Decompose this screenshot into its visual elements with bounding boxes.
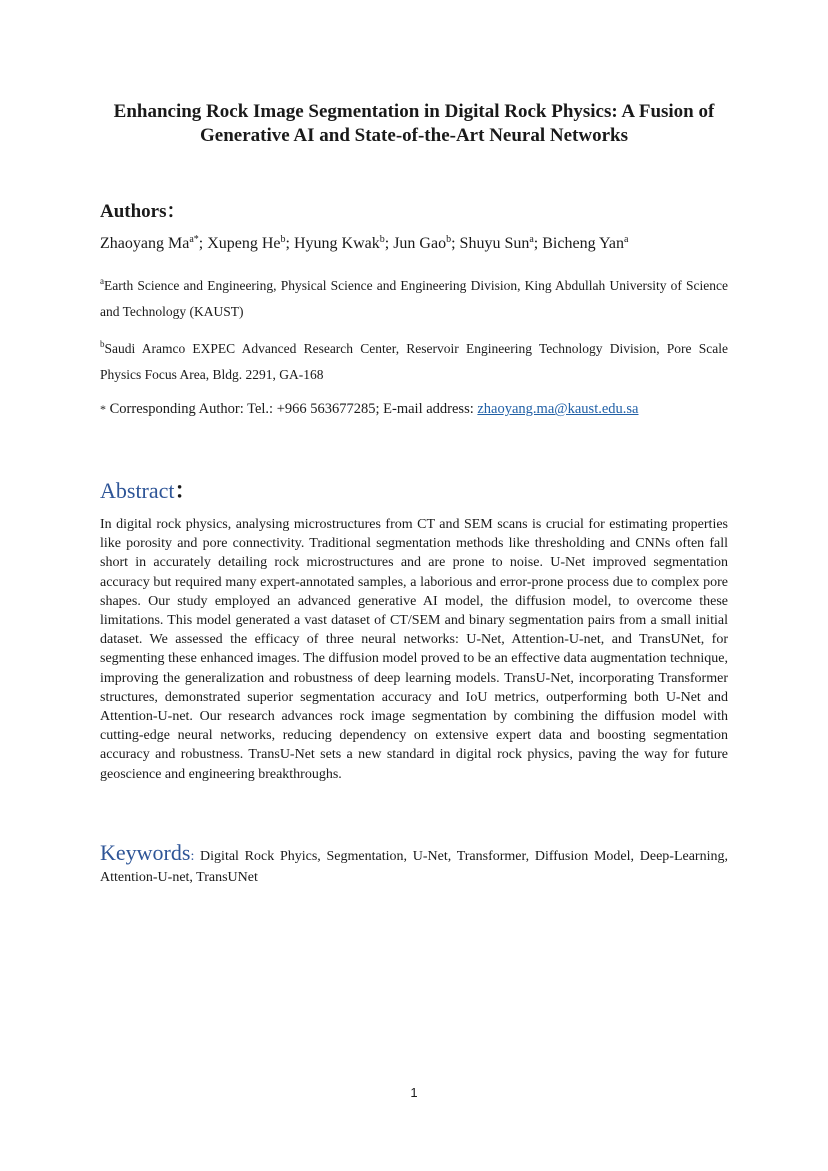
authors-heading [100, 196, 186, 223]
author-affiliation-mark: a [529, 234, 534, 245]
author-name: Jun Gao [393, 235, 447, 252]
author-name: Hyung Kwak [293, 235, 380, 252]
corresponding-text: Corresponding Author: Tel.: +966 563677285; E-mail address: [106, 401, 478, 417]
email-link[interactable]: zhaoyang.ma@kaust.edu.sa [477, 401, 639, 417]
author-name: Zhaoyang Ma [100, 235, 190, 252]
author-name: Bicheng Yan [542, 235, 625, 252]
author-separator: ; [451, 235, 460, 252]
keywords-colon: : [190, 849, 195, 864]
authors-heading-label: Authors [100, 201, 167, 222]
keywords-label: Keywords [100, 840, 191, 865]
author-list [100, 235, 628, 253]
author-name: Xupeng He [207, 235, 281, 252]
page-number: 1 [410, 1085, 418, 1100]
authors-heading-colon: ： [166, 201, 186, 222]
keywords-text: Digital Rock Phyics, Segmentation, U-Net, Transformer, Diffusion Model, Deep-Learning, Attention-U-net, TransUNet [100, 849, 728, 885]
abstract-heading-label: Abstract [100, 478, 175, 503]
author-name: Shuyu Sun [459, 235, 530, 252]
paper-title-line-1: Enhancing Rock Image Segmentation in Digital Rock Physics: A Fusion of [113, 101, 715, 122]
author-separator: ; [285, 235, 294, 252]
affiliation-a [100, 273, 728, 325]
author-affiliation-mark: b [446, 234, 452, 245]
abstract-heading-colon: ： [174, 478, 197, 503]
corresponding-star: * [100, 402, 106, 416]
author-affiliation-mark: b [280, 234, 286, 245]
author-separator: ; [384, 235, 394, 252]
author-affiliation-mark: a* [189, 234, 199, 245]
abstract-body: In digital rock physics, analysing microstructures from CT and SEM scans is crucial for estimating properties like porosity and pore connectivity. Traditional segmentation methods like thresholding and CNNs often fall short in accurately detailing rock microstructures and are prone to noise. U-Net improved segmentation accuracy but required many expert-annotated samples, a laborious and error-prone process due to complex pore shapes. Our study employed an advanced generative AI model, the diffusion model, to overcome these limitations. This model generated a vast dataset of CT/SEM and binary segmentation pairs from a small initial dataset. We assessed the efficacy of three neural networks: U-Net, Attention-U-net, and TransUNet, for segmenting these enhanced images. The diffusion model proved to be an effective data augmentation technique, improving the generalization and robustness of deep learning models. TransU-Net, incorporating Transformer structures, demonstrated superior segmentation accuracy and IoU metrics, outperforming both U-Net and Attention-U-net. Our research advances rock image segmentation by combining the diffusion model with cutting-edge neural networks, reducing dependency on extensive expert data and boosting segmentation accuracy and robustness. TransU-Net sets a new standard in digital rock physics, paving the way for future geoscience and engineering breakthroughs. [100, 517, 728, 782]
paper-title-line-2: Generative AI and State-of-the-Art Neural Networks [200, 125, 628, 146]
keywords [100, 842, 728, 888]
author-affiliation-mark: a [624, 234, 629, 245]
affiliation-b [100, 336, 728, 388]
corresponding-author [100, 401, 639, 418]
author-separator: ; [533, 235, 543, 252]
affiliation-mark: b [100, 339, 105, 349]
affiliation-text: Earth Science and Engineering, Physical Science and Engineering Division, King Abdullah University of Science and Technology (KAUST) [100, 278, 728, 319]
author-separator: ; [198, 235, 208, 252]
abstract-heading [100, 474, 197, 505]
author-affiliation-mark: b [379, 234, 385, 245]
paper-title [60, 100, 768, 148]
affiliation-text: Saudi Aramco EXPEC Advanced Research Center, Reservoir Engineering Technology Division, Pore Scale Physics Focus Area, Bldg. 2291, GA-168 [100, 341, 728, 382]
affiliation-mark: a [100, 276, 104, 286]
